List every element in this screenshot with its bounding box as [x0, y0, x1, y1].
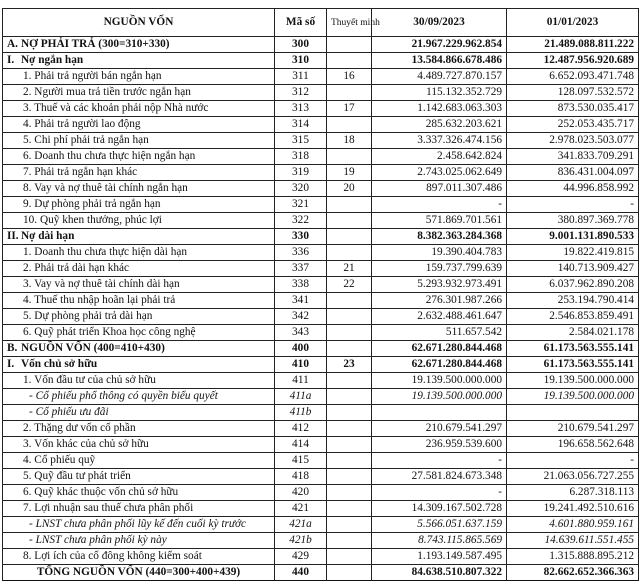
- row-label: [3, 85, 275, 101]
- row-note: 16: [327, 69, 372, 85]
- table-row: [3, 229, 639, 245]
- table-row: [3, 37, 639, 53]
- row-label: [3, 469, 275, 485]
- row-label: [3, 165, 275, 181]
- row-value-prior: 836.431.004.097: [507, 165, 639, 181]
- row-note: [327, 453, 372, 469]
- row-value-current: 2.743.025.062.649: [372, 165, 507, 181]
- row-note: [327, 309, 372, 325]
- row-value-prior: 873.530.035.417: [507, 101, 639, 117]
- row-label: [3, 229, 275, 245]
- row-note: [327, 437, 372, 453]
- row-label-text: 6. Quỹ khác thuộc vốn chủ sở hữu: [23, 486, 179, 498]
- row-value-prior: 21.063.056.727.255: [507, 469, 639, 485]
- row-label-text: Nợ ngắn hạn: [21, 54, 84, 66]
- row-prefix: B.: [7, 342, 18, 354]
- row-value-prior: 61.173.563.555.141: [507, 357, 639, 373]
- row-note: [327, 149, 372, 165]
- row-value-current: 210.679.541.297: [372, 421, 507, 437]
- row-value-current: 2.458.642.824: [372, 149, 507, 165]
- row-label-text: - Cổ phiếu phổ thông có quyền biểu quyết: [29, 390, 218, 402]
- row-note: [327, 37, 372, 53]
- row-value-current: [372, 405, 507, 421]
- table-row: [3, 533, 639, 549]
- row-value-prior: 44.996.858.992: [507, 181, 639, 197]
- row-label: [3, 37, 275, 53]
- row-value-current: 2.632.488.461.647: [372, 309, 507, 325]
- row-code: 330: [275, 229, 327, 245]
- header-note: Thuyết minh: [327, 9, 372, 37]
- row-note: [327, 85, 372, 101]
- row-note: [327, 517, 372, 533]
- row-code: 429: [275, 549, 327, 565]
- table-row: [3, 53, 639, 69]
- row-code: 343: [275, 325, 327, 341]
- row-note: [327, 565, 372, 581]
- row-label-text: - Cổ phiếu ưu đãi: [29, 406, 109, 418]
- row-note: [327, 229, 372, 245]
- header-code: Mã số: [275, 9, 327, 37]
- table-row: [3, 117, 639, 133]
- row-label: [3, 501, 275, 517]
- row-value-prior: 253.194.790.414: [507, 293, 639, 309]
- table-row: [3, 405, 639, 421]
- row-label: [3, 213, 275, 229]
- row-note: [327, 245, 372, 261]
- row-label-text: TỔNG NGUỒN VỐN (440=300+400+439): [36, 566, 241, 578]
- row-note: [327, 501, 372, 517]
- row-label-text: 7. Phải trả ngắn hạn khác: [23, 166, 138, 178]
- row-note: [327, 325, 372, 341]
- table-row: [3, 565, 639, 581]
- row-code: 336: [275, 245, 327, 261]
- row-label-text: 8. Lợi ích của cổ đông không kiểm soát: [23, 550, 202, 562]
- row-label-text: 1. Vốn đầu tư của chủ sở hữu: [23, 374, 156, 386]
- row-value-current: 236.959.539.600: [372, 437, 507, 453]
- row-code: 321: [275, 197, 327, 213]
- row-label: [3, 69, 275, 85]
- row-label: [3, 293, 275, 309]
- table-row: [3, 181, 639, 197]
- row-code: 400: [275, 341, 327, 357]
- row-note: [327, 469, 372, 485]
- row-value-prior: 210.679.541.297: [507, 421, 639, 437]
- row-value-prior: 252.053.435.717: [507, 117, 639, 133]
- balance-sheet: [2, 8, 638, 581]
- row-code: 421a: [275, 517, 327, 533]
- row-label-text: 4. Phải trả người lao động: [23, 118, 141, 130]
- row-value-prior: 2.978.023.503.077: [507, 133, 639, 149]
- row-code: 320: [275, 181, 327, 197]
- table-row: [3, 549, 639, 565]
- row-value-current: 27.581.824.673.348: [372, 469, 507, 485]
- row-prefix: I.: [7, 358, 15, 370]
- row-label: [3, 389, 275, 405]
- row-code: 318: [275, 149, 327, 165]
- row-value-current: 1.193.149.587.495: [372, 549, 507, 565]
- row-code: 338: [275, 277, 327, 293]
- row-label: [3, 309, 275, 325]
- row-label: [3, 485, 275, 501]
- row-value-prior: 6.037.962.890.208: [507, 277, 639, 293]
- row-label-text: 2. Thặng dư vốn cổ phần: [23, 422, 136, 434]
- row-code: 411b: [275, 405, 327, 421]
- row-label: [3, 181, 275, 197]
- row-value-prior: 6.652.093.471.748: [507, 69, 639, 85]
- row-value-prior: [507, 405, 639, 421]
- row-value-prior: 4.601.880.959.161: [507, 517, 639, 533]
- row-value-current: 1.142.683.063.303: [372, 101, 507, 117]
- table-row: [3, 85, 639, 101]
- row-note: 22: [327, 277, 372, 293]
- table-header-row: [3, 9, 639, 37]
- row-note: [327, 197, 372, 213]
- row-value-prior: 2.584.021.178: [507, 325, 639, 341]
- row-note: 21: [327, 261, 372, 277]
- row-label: [3, 357, 275, 373]
- row-label-text: 4. Thuế thu nhập hoãn lại phải trả: [23, 294, 176, 306]
- row-label: [3, 117, 275, 133]
- row-code: 337: [275, 261, 327, 277]
- row-code: 440: [275, 565, 327, 581]
- row-value-current: 571.869.701.561: [372, 213, 507, 229]
- table-row: [3, 389, 639, 405]
- liabilities-equity-table: [2, 8, 639, 581]
- row-label: [3, 405, 275, 421]
- row-note: [327, 533, 372, 549]
- row-label-text: NGUỒN VỐN (400=410+430): [21, 342, 165, 354]
- table-body: [3, 37, 639, 581]
- row-code: 322: [275, 213, 327, 229]
- table-row: [3, 309, 639, 325]
- row-label-text: 6. Quỹ phát triển Khoa học công nghệ: [23, 326, 196, 338]
- header-source: NGUỒN VỐN: [3, 9, 275, 37]
- table-row: [3, 69, 639, 85]
- table-row: [3, 437, 639, 453]
- row-prefix: A.: [7, 38, 18, 50]
- row-label: [3, 421, 275, 437]
- row-label-text: 8. Vay và nợ thuê tài chính ngắn hạn: [23, 182, 188, 194]
- row-label-text: 4. Cổ phiếu quỹ: [23, 454, 96, 466]
- row-note: 18: [327, 133, 372, 149]
- row-value-current: 62.671.280.844.468: [372, 341, 507, 357]
- row-label-text: 3. Vốn khác của chủ sở hữu: [23, 438, 149, 450]
- row-code: 310: [275, 53, 327, 69]
- table-row: [3, 165, 639, 181]
- row-code: 342: [275, 309, 327, 325]
- row-label-text: 2. Người mua trả tiền trước ngắn hạn: [23, 86, 191, 98]
- row-code: 421b: [275, 533, 327, 549]
- row-note: [327, 293, 372, 309]
- row-code: 341: [275, 293, 327, 309]
- row-code: 415: [275, 453, 327, 469]
- row-label: [3, 277, 275, 293]
- row-label-text: 6. Doanh thu chưa thực hiện ngắn hạn: [23, 150, 196, 162]
- row-code: 420: [275, 485, 327, 501]
- table-row: [3, 293, 639, 309]
- row-code: 412: [275, 421, 327, 437]
- row-value-current: 3.337.326.474.156: [372, 133, 507, 149]
- table-row: [3, 325, 639, 341]
- row-code: 314: [275, 117, 327, 133]
- row-value-current: 159.737.799.639: [372, 261, 507, 277]
- row-label-text: 5. Quỹ đầu tư phát triển: [23, 470, 131, 482]
- row-label-text: - LNST chưa phân phối lũy kế đến cuối kỳ trước: [29, 518, 247, 530]
- row-note: [327, 389, 372, 405]
- row-value-prior: 82.662.652.366.363: [507, 565, 639, 581]
- row-label: [3, 341, 275, 357]
- row-value-current: -: [372, 197, 507, 213]
- row-code: 411: [275, 373, 327, 389]
- table-row: [3, 149, 639, 165]
- row-value-prior: 2.546.853.859.491: [507, 309, 639, 325]
- row-value-current: 5.566.051.637.159: [372, 517, 507, 533]
- row-label-text: 3. Thuế và các khoản phải nộp Nhà nước: [23, 102, 209, 114]
- row-note: [327, 485, 372, 501]
- row-value-current: 285.632.203.621: [372, 117, 507, 133]
- table-row: [3, 133, 639, 149]
- row-value-current: 5.293.932.973.491: [372, 277, 507, 293]
- row-note: [327, 341, 372, 357]
- table-row: [3, 101, 639, 117]
- row-label-text: 2. Phải trả dài hạn khác: [23, 262, 130, 274]
- row-value-current: 19.390.404.783: [372, 245, 507, 261]
- row-value-prior: 14.639.611.551.455: [507, 533, 639, 549]
- row-label: [3, 533, 275, 549]
- row-value-current: 8.743.115.865.569: [372, 533, 507, 549]
- row-value-prior: 19.822.419.815: [507, 245, 639, 261]
- row-label-text: - LNST chưa phân phối kỳ này: [29, 534, 167, 546]
- row-label: [3, 53, 275, 69]
- row-value-prior: 128.097.532.572: [507, 85, 639, 101]
- row-value-current: -: [372, 485, 507, 501]
- row-value-current: 115.132.352.729: [372, 85, 507, 101]
- row-label: [3, 245, 275, 261]
- row-value-prior: 61.173.563.555.141: [507, 341, 639, 357]
- row-prefix: II.: [7, 230, 19, 242]
- row-label-text: 10. Quỹ khen thưởng, phúc lợi: [23, 214, 162, 226]
- row-code: 313: [275, 101, 327, 117]
- table-row: [3, 373, 639, 389]
- row-value-current: 19.139.500.000.000: [372, 389, 507, 405]
- row-label-text: 5. Chi phí phải trả ngắn hạn: [23, 134, 149, 146]
- row-value-current: 14.309.167.502.728: [372, 501, 507, 517]
- table-row: [3, 261, 639, 277]
- row-value-current: 19.139.500.000.000: [372, 373, 507, 389]
- row-value-prior: 19.139.500.000.000: [507, 373, 639, 389]
- row-prefix: I.: [7, 54, 15, 66]
- row-label-text: Vốn chủ sở hữu: [21, 358, 98, 370]
- table-row: [3, 421, 639, 437]
- row-value-current: 62.671.280.844.468: [372, 357, 507, 373]
- row-note: 23: [327, 357, 372, 373]
- row-value-prior: 380.897.369.778: [507, 213, 639, 229]
- row-code: 315: [275, 133, 327, 149]
- row-label-text: NỢ PHẢI TRẢ (300=310+330): [21, 38, 170, 50]
- row-label: [3, 149, 275, 165]
- table-row: [3, 357, 639, 373]
- row-label-text: 9. Dự phòng phải trả ngắn hạn: [23, 198, 161, 210]
- row-code: 421: [275, 501, 327, 517]
- row-value-prior: 196.658.562.648: [507, 437, 639, 453]
- row-value-current: 84.638.510.807.322: [372, 565, 507, 581]
- row-value-current: 8.382.363.284.368: [372, 229, 507, 245]
- row-label: [3, 437, 275, 453]
- row-code: 300: [275, 37, 327, 53]
- row-label: [3, 517, 275, 533]
- row-note: [327, 117, 372, 133]
- row-value-prior: -: [507, 453, 639, 469]
- table-row: [3, 517, 639, 533]
- row-label-text: 1. Doanh thu chưa thực hiện dài hạn: [23, 246, 188, 258]
- row-label: [3, 565, 275, 581]
- row-note: 17: [327, 101, 372, 117]
- row-note: [327, 421, 372, 437]
- row-value-current: 21.967.229.962.854: [372, 37, 507, 53]
- row-value-prior: 19.241.492.510.616: [507, 501, 639, 517]
- row-label: [3, 261, 275, 277]
- table-row: [3, 245, 639, 261]
- row-label: [3, 133, 275, 149]
- row-value-prior: 140.713.909.427: [507, 261, 639, 277]
- row-value-prior: 341.833.709.291: [507, 149, 639, 165]
- row-value-current: 511.657.542: [372, 325, 507, 341]
- row-value-current: -: [372, 453, 507, 469]
- row-value-prior: 9.001.131.890.533: [507, 229, 639, 245]
- row-value-prior: 6.287.318.113: [507, 485, 639, 501]
- row-code: 311: [275, 69, 327, 85]
- row-note: [327, 405, 372, 421]
- row-code: 319: [275, 165, 327, 181]
- row-note: [327, 53, 372, 69]
- table-row: [3, 501, 639, 517]
- row-label: [3, 197, 275, 213]
- row-note: [327, 549, 372, 565]
- row-code: 411a: [275, 389, 327, 405]
- row-value-prior: -: [507, 197, 639, 213]
- row-code: 312: [275, 85, 327, 101]
- row-label-text: 1. Phải trả người bán ngắn hạn: [23, 70, 162, 82]
- table-row: [3, 485, 639, 501]
- row-note: [327, 213, 372, 229]
- row-value-prior: 1.315.888.895.212: [507, 549, 639, 565]
- row-value-current: 13.584.866.678.486: [372, 53, 507, 69]
- row-value-current: 897.011.307.486: [372, 181, 507, 197]
- table-row: [3, 197, 639, 213]
- row-label-text: Nợ dài hạn: [21, 230, 75, 242]
- row-code: 410: [275, 357, 327, 373]
- row-note: 19: [327, 165, 372, 181]
- row-value-current: 276.301.987.266: [372, 293, 507, 309]
- header-date-current: 30/09/2023: [372, 9, 507, 37]
- row-label: [3, 453, 275, 469]
- table-row: [3, 341, 639, 357]
- row-value-prior: 12.487.956.920.689: [507, 53, 639, 69]
- header-date-prior: 01/01/2023: [507, 9, 639, 37]
- row-value-current: 4.489.727.870.157: [372, 69, 507, 85]
- table-row: [3, 469, 639, 485]
- row-label-text: 7. Lợi nhuận sau thuế chưa phân phối: [23, 502, 194, 514]
- row-value-prior: 21.489.088.811.222: [507, 37, 639, 53]
- table-row: [3, 213, 639, 229]
- row-value-prior: 19.139.500.000.000: [507, 389, 639, 405]
- row-code: 418: [275, 469, 327, 485]
- row-label: [3, 101, 275, 117]
- row-label: [3, 373, 275, 389]
- table-row: [3, 277, 639, 293]
- row-label: [3, 325, 275, 341]
- row-label: [3, 549, 275, 565]
- row-note: [327, 373, 372, 389]
- row-label-text: 5. Dự phòng phải trả dài hạn: [23, 310, 153, 322]
- row-note: 20: [327, 181, 372, 197]
- row-label-text: 3. Vay và nợ thuê tài chính dài hạn: [23, 278, 180, 290]
- row-code: 414: [275, 437, 327, 453]
- table-row: [3, 453, 639, 469]
